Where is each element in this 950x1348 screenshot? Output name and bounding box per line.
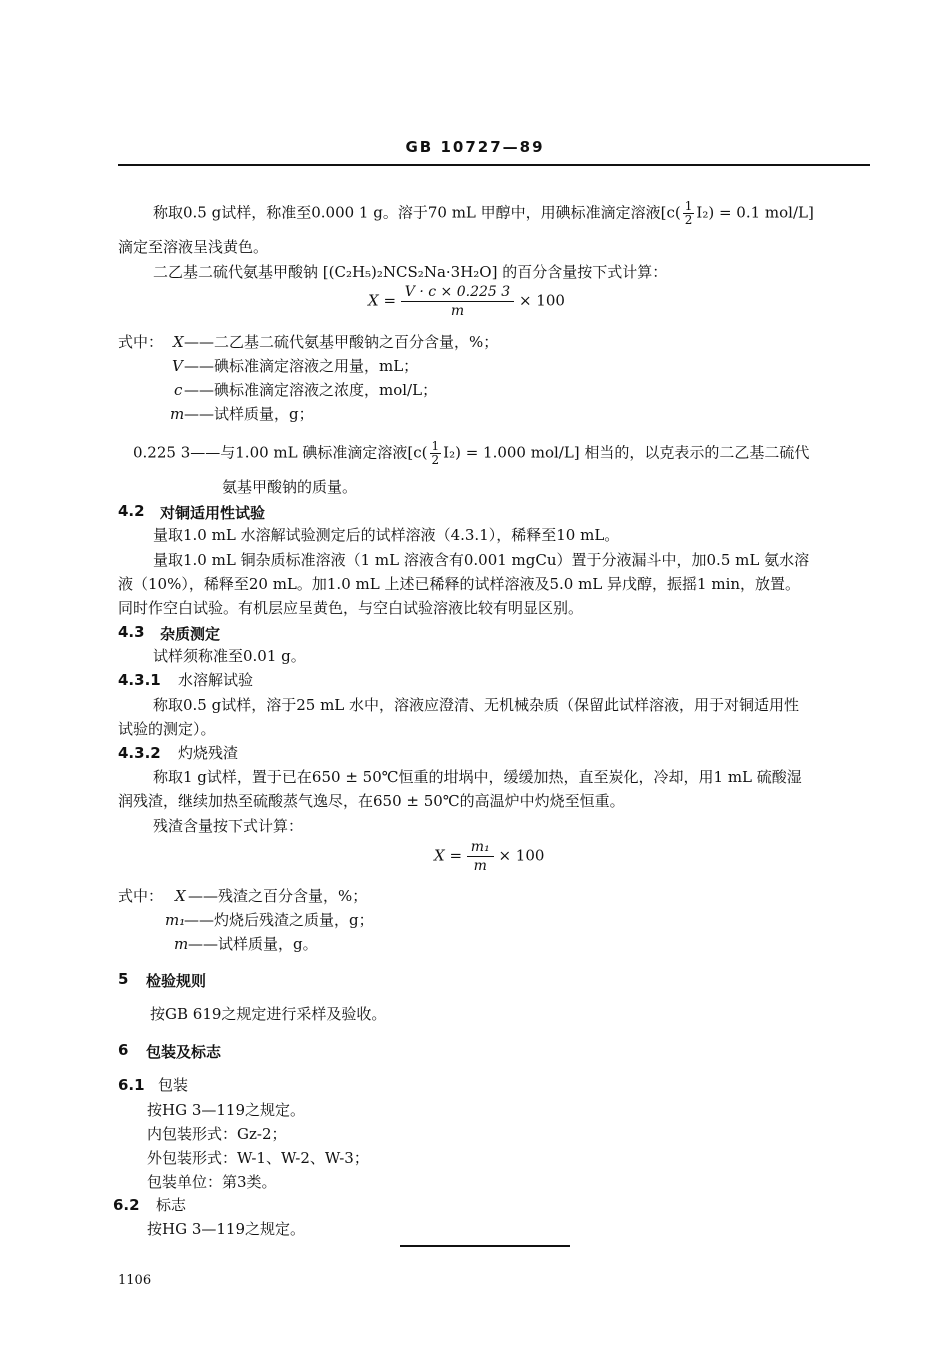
section-6-title: 包装及标志 [146, 1043, 222, 1061]
formula-1-numerator: V · c × 0.225 3 [401, 283, 514, 302]
end-rule [400, 1245, 570, 1247]
section-6-1-line-4: 包装单位：第3类。 [147, 1173, 277, 1191]
section-4-3-p1: 试样须称准至0.01 g。 [153, 647, 306, 665]
section-4-3-title: 杂质测定 [160, 625, 221, 643]
intro-line-1-post: I₂) = 0.1 mol/L] [696, 203, 814, 222]
section-6-2-p1: 按HG 3—119之规定。 [147, 1220, 306, 1238]
section-6-1-line-1: 按HG 3—119之规定。 [147, 1101, 306, 1119]
section-4-2-p2a: 量取1.0 mL 铜杂质标准溶液（1 mL 溶液含有0.001 mgCu）置于分液漏斗中，加0.5 mL 氨水溶 [153, 551, 810, 569]
formula-1-fraction [401, 283, 514, 320]
formula-2-tail: × 100 [498, 846, 545, 865]
section-4-2-title: 对铜适用性试验 [160, 504, 266, 522]
section-6-2-number: 6.2 [113, 1196, 140, 1214]
constant-symbol: 0.225 3 [133, 443, 191, 462]
formula-2-fraction [467, 838, 494, 875]
section-4-3-1-title: 水溶解试验 [178, 671, 254, 689]
formula-1-lhs: X = [368, 291, 397, 310]
section-4-2-number: 4.2 [118, 502, 145, 520]
section-4-2-p2c: 同时作空白试验。有机层应呈黄色，与空白试验溶液比较有明显区别。 [118, 599, 584, 617]
constant-line [133, 440, 809, 467]
intro-line-1 [153, 200, 814, 227]
intro-line-3: 二乙基二硫代氨基甲酸钠 [(C₂H₅)₂NCS₂Na·3H₂O] 的百分含量按下式计算： [153, 263, 668, 281]
page-number: 1106 [118, 1273, 152, 1288]
section-4-3-number: 4.3 [118, 623, 145, 641]
constant-half-fraction [430, 440, 442, 467]
section-6-number: 6 [118, 1041, 129, 1059]
section-5-number: 5 [118, 970, 129, 988]
section-4-3-2-p1a: 称取1 g试样，置于已在650 ± 50℃恒重的坩埚中，缓缓加热，直至炭化，冷却，用1 mL 硫酸湿 [153, 768, 802, 786]
formula-1 [368, 283, 565, 320]
where-1-desc-v: ——碘标准滴定溶液之用量，mL； [184, 357, 419, 375]
section-5-p1: 按GB 619之规定进行采样及验收。 [150, 1005, 387, 1023]
where-2-sym-m1: m₁ [165, 911, 186, 929]
half-fraction [683, 200, 695, 227]
header-rule [118, 164, 870, 166]
where-2-sym-m: m [174, 935, 189, 953]
formula-2-lhs: X = [434, 846, 463, 865]
where-1-desc-m: ——试样质量，g； [184, 405, 314, 423]
constant-line-2: 氨基甲酸钠的质量。 [222, 478, 358, 496]
section-6-2-title: 标志 [156, 1196, 187, 1214]
section-4-3-2-number: 4.3.2 [118, 744, 161, 762]
where-1-label: 式中： [118, 333, 164, 351]
standard-code-header: GB 10727—89 [405, 138, 545, 156]
section-4-3-1-p1a: 称取0.5 g试样，溶于25 mL 水中，溶液应澄清、无机械杂质（保留此试样溶液，用于对铜适用性 [153, 696, 800, 714]
section-4-2-p2b: 液（10%），稀释至20 mL。加1.0 mL 上述已稀释的试样溶液及5.0 mL 异戊醇，振摇1 min，放置。 [118, 575, 801, 593]
section-4-3-1-number: 4.3.1 [118, 671, 161, 689]
section-6-1-number: 6.1 [118, 1076, 145, 1094]
section-4-2-p1: 量取1.0 mL 水溶解试验测定后的试样溶液（4.3.1），稀释至10 mL。 [153, 526, 620, 544]
where-1-sym-c: c [174, 381, 183, 399]
formula-2-numerator: m₁ [467, 838, 494, 857]
where-2-desc-m1: ——灼烧后残渣之质量，g； [184, 911, 374, 929]
intro-line-2: 滴定至溶液呈浅黄色。 [118, 238, 269, 256]
where-1-desc-x: ——二乙基二硫代氨基甲酸钠之百分含量，%； [184, 333, 499, 351]
section-6-1-line-2: 内包装形式：Gz-2； [147, 1125, 287, 1143]
section-6-1-title: 包装 [158, 1076, 189, 1094]
constant-fraction-denominator: 2 [431, 453, 440, 467]
formula-2-denominator: m [473, 858, 487, 874]
section-4-3-2-p2: 残渣含量按下式计算： [153, 817, 304, 835]
section-5-title: 检验规则 [146, 972, 207, 990]
intro-line-1-pre: 称取0.5 g试样，称准至0.000 1 g。溶于70 mL 甲醇中，用碘标准滴定溶液[c( [153, 203, 681, 222]
where-1-sym-x: X [173, 333, 184, 351]
where-2-desc-x: ——残渣之百分含量，%； [188, 887, 368, 905]
fraction-numerator: 1 [684, 199, 693, 213]
section-4-3-2-p1b: 润残渣，继续加热至硫酸蒸气逸尽，在650 ± 50℃的高温炉中灼烧至恒重。 [118, 792, 625, 810]
constant-pre: ——与1.00 mL 碘标准滴定溶液[c( [190, 443, 428, 462]
where-2-sym-x: X [175, 887, 186, 905]
section-4-3-2-title: 灼烧残渣 [178, 744, 239, 762]
where-1-desc-c: ——碘标准滴定溶液之浓度，mol/L； [184, 381, 438, 399]
section-6-1-line-3: 外包装形式：W-1、W-2、W-3； [147, 1149, 369, 1167]
formula-1-tail: × 100 [518, 291, 565, 310]
where-2-desc-m: ——试样质量，g。 [188, 935, 318, 953]
formula-1-denominator: m [450, 303, 465, 319]
where-2-label: 式中： [118, 887, 164, 905]
where-1-sym-m: m [170, 405, 185, 423]
where-1-sym-v: V [172, 357, 183, 375]
constant-post: I₂) = 1.000 mol/L] 相当的，以克表示的二乙基二硫代 [443, 443, 810, 462]
fraction-denominator: 2 [684, 213, 693, 227]
section-4-3-1-p1b: 试验的测定）。 [118, 720, 216, 738]
constant-fraction-numerator: 1 [431, 439, 440, 453]
formula-2 [434, 838, 544, 875]
